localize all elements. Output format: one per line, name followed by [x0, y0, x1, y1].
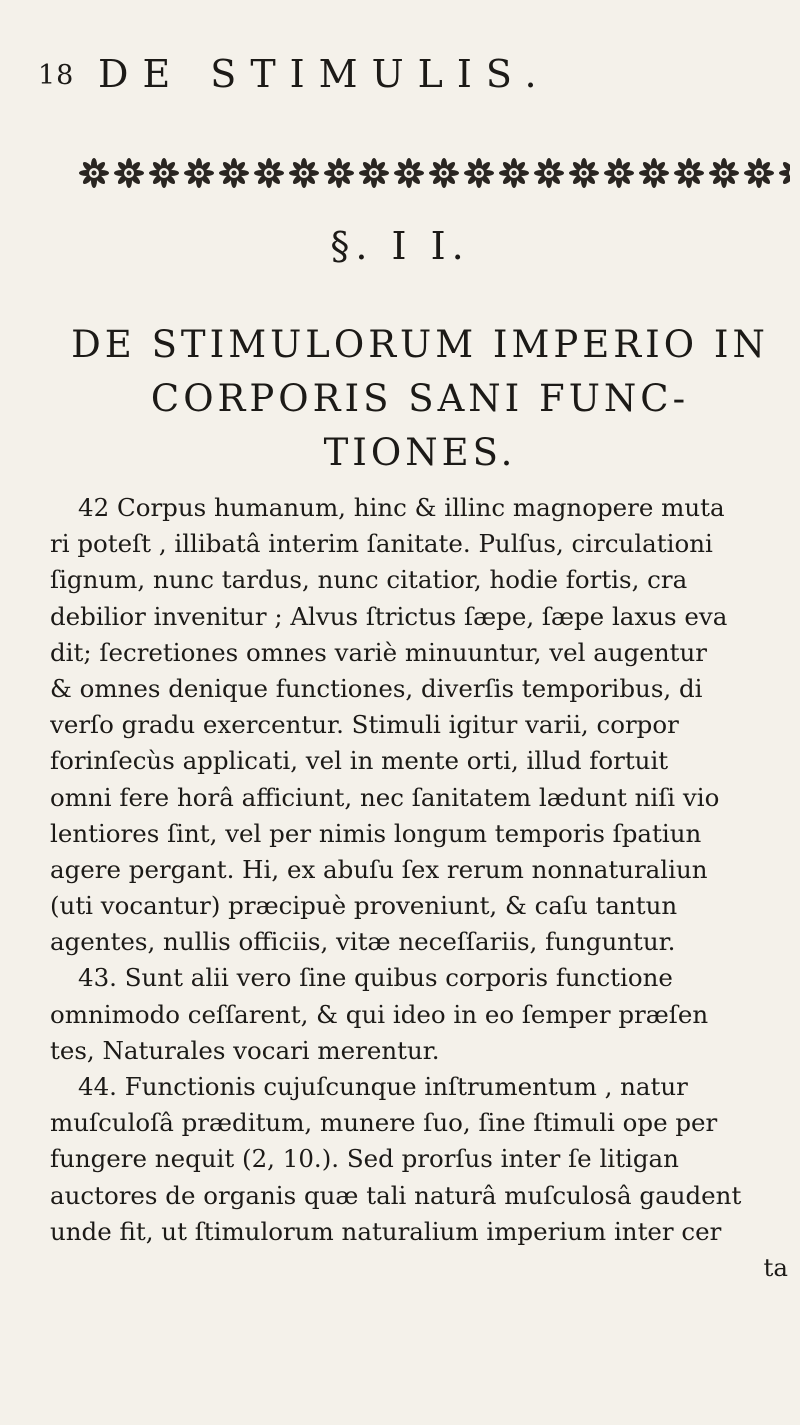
fleuron-icon [638, 157, 670, 189]
text-line: muſculoſâ præditum, munere ſuo, ſine ſtimuli ope per [50, 1108, 718, 1138]
fleuron-icon [428, 157, 460, 189]
text-line: fungere nequit (2, 10.). Sed prorſus inter ſe litigan [50, 1144, 679, 1174]
fleuron-icon [463, 157, 495, 189]
fleuron-icon [288, 157, 320, 189]
text-line: forinſecùs applicati, vel in mente orti, illud fortuit [50, 746, 669, 776]
text-line: omnimodo ceſſarent, & qui ideo in eo ſemper præſen [50, 999, 709, 1029]
section-heading-line-2: CORPORIS SANI FUNC- [150, 377, 690, 420]
running-title: DE STIMULIS. [98, 52, 551, 96]
text-line: agere pergant. Hi, ex abuſu ſex rerum nonnaturaliun [50, 854, 708, 884]
catchword: ta [763, 1252, 788, 1282]
fleuron-icon [183, 157, 215, 189]
fleuron-icon [673, 157, 705, 189]
text-line: auctores de organis quæ tali naturâ muſculosâ gaudent [50, 1180, 742, 1210]
text-line: tes, Naturales vocari merentur. [50, 1035, 440, 1065]
text-line: ri poteſt , illibatâ interim ſanitate. Pulſus, circulationi [50, 529, 713, 559]
fleuron-icon [568, 157, 600, 189]
body-text [50, 490, 800, 1286]
section-heading-line-3: TIONES. [323, 431, 517, 474]
fleuron-icon [603, 157, 635, 189]
running-head [38, 52, 758, 96]
text-line: verſo gradu exercentur. Stimuli igitur varii, corpor [50, 710, 679, 740]
text-line: (uti vocantur) præcipuè proveniunt, & caſu tantun [50, 891, 678, 921]
paragraph-43-line: 43. Sunt alii vero ſine quibus corporis functione [78, 963, 673, 993]
section-heading [50, 318, 790, 480]
fleuron-icon [778, 157, 790, 189]
text-line: unde fit, ut ſtimulorum naturalium imperium inter cer [50, 1216, 722, 1246]
page-number: 18 [38, 60, 75, 91]
text-line: agentes, nullis officiis, vitæ neceſſariis, funguntur. [50, 927, 676, 957]
fleuron-icon [148, 157, 180, 189]
fleuron-icon [743, 157, 775, 189]
text-line: omni fere horâ afficiunt, nec ſanitatem lædunt niſi vio [50, 782, 720, 812]
text-line: dit; ſecretiones omnes variè minuuntur, vel augentur [50, 637, 707, 667]
text-line: lentiores ſint, vel per nimis longum temporis ſpatiun [50, 818, 702, 848]
paragraph-44-line: 44. Functionis cujuſcunque inſtrumentum , natur [78, 1072, 688, 1101]
fleuron-icon [498, 157, 530, 189]
text-line: ſignum, nunc tardus, nunc citatior, hodie fortis, cra [50, 565, 688, 595]
text-line: & omnes denique functiones, diverſis temporibus, di [50, 673, 703, 703]
ornament-band [78, 155, 790, 191]
fleuron-icon [393, 157, 425, 189]
text-line: debilior invenitur ; Alvus ſtrictus ſæpe, ſæpe laxus eva [50, 601, 728, 631]
section-mark: §. I I. [330, 224, 470, 268]
fleuron-icon [323, 157, 355, 189]
fleuron-icon [358, 157, 390, 189]
paragraph-42-line: 42 Corpus humanum, hinc & illinc magnopere muta [78, 493, 725, 522]
fleuron-icon [533, 157, 565, 189]
fleuron-icon [78, 157, 110, 189]
fleuron-icon [253, 157, 285, 189]
fleuron-icon [218, 157, 250, 189]
fleuron-icon [113, 157, 145, 189]
fleuron-icon [708, 157, 740, 189]
section-heading-line-1: DE STIMULORUM IMPERIO IN [71, 323, 769, 366]
